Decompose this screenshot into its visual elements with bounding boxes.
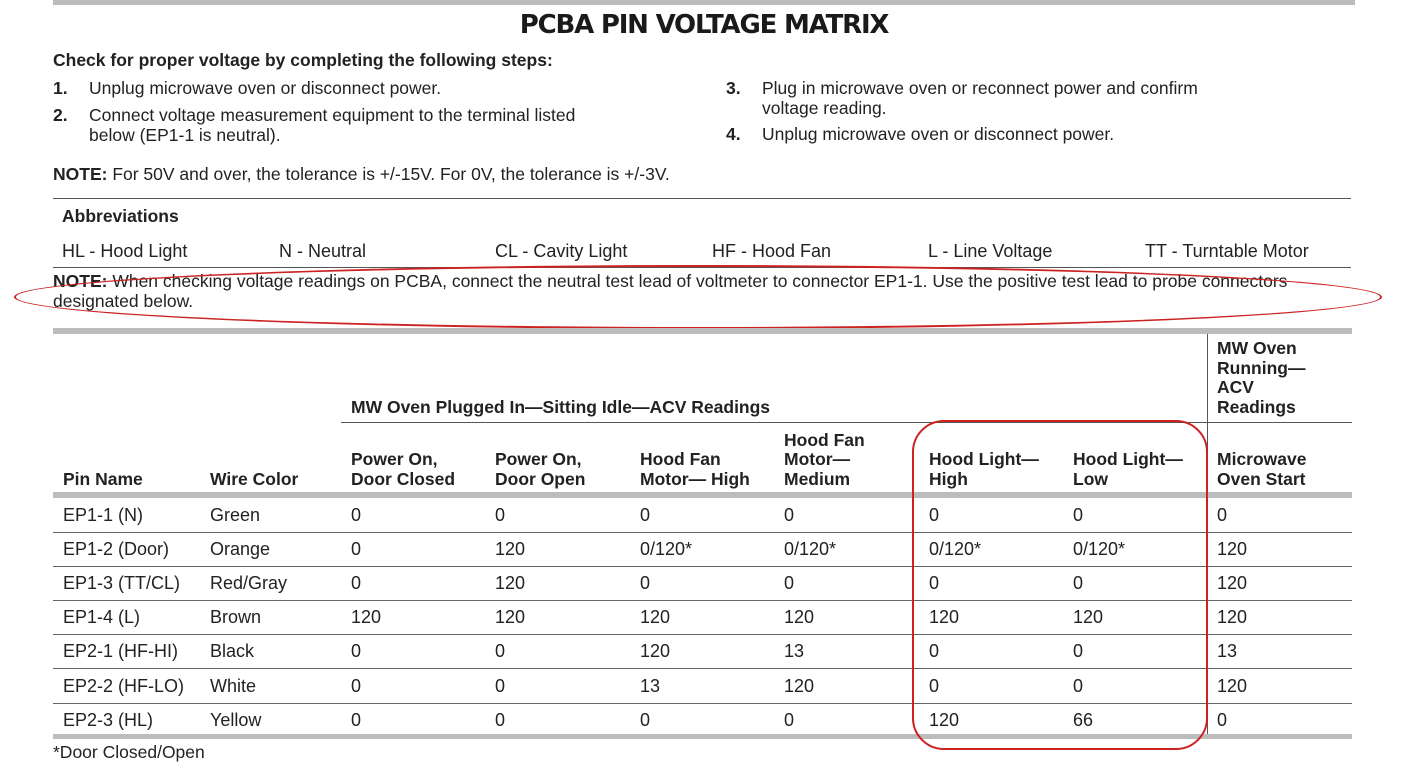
step-number: 1. (53, 78, 68, 98)
footnote: *Door Closed/Open (53, 742, 205, 762)
voltage-cell: 120 (784, 607, 815, 627)
voltage-cell: 120 (351, 607, 382, 627)
note-label: NOTE: (53, 164, 108, 184)
column-header-line: Door Open (495, 468, 586, 489)
abbreviation-item: CL - Cavity Light (495, 241, 628, 261)
wire-color-cell: Orange (210, 539, 271, 559)
voltage-cell: 0 (929, 505, 940, 525)
column-header-line: High (929, 468, 968, 489)
column-header-line: Hood Light— (1073, 449, 1183, 469)
wire-color-cell: Black (210, 641, 255, 661)
step-text: Connect voltage measurement equipment to the terminal listed (89, 105, 576, 125)
running-header (1217, 339, 1347, 417)
voltage-cell: 0 (495, 676, 506, 696)
step-2 (53, 105, 703, 147)
voltage-cell: 0 (351, 710, 362, 730)
running-header-line: MW Oven (1217, 338, 1297, 358)
note-label: NOTE: (53, 271, 108, 291)
voltage-cell: 0 (640, 573, 651, 593)
column-header-line: Hood Fan (640, 449, 721, 469)
voltage-cell: 0/120* (929, 539, 982, 559)
voltage-cell: 120 (1217, 573, 1248, 593)
group-header: MW Oven Plugged In—Sitting Idle—ACV Readings (351, 397, 771, 417)
intro-text: Check for proper voltage by completing the following steps: (53, 50, 553, 70)
step-text: Unplug microwave oven or disconnect power. (762, 124, 1115, 144)
abbreviation-item: HL - Hood Light (62, 241, 188, 261)
column-header-line: Low (1073, 468, 1108, 489)
voltage-cell: 0 (351, 573, 362, 593)
wire-color-cell: White (210, 676, 257, 696)
voltage-cell: 13 (1217, 641, 1238, 661)
wire-color-cell: Yellow (210, 710, 262, 730)
voltage-cell: 0/120* (640, 539, 693, 559)
step-number: 2. (53, 105, 68, 125)
top-rule (53, 0, 1355, 5)
voltage-cell: 66 (1073, 710, 1094, 730)
column-header-line: Door Closed (351, 468, 456, 489)
voltage-cell: 0 (495, 641, 506, 661)
pin-name-cell: EP1-3 (TT/CL) (63, 573, 181, 593)
abbreviation-item: TT - Turntable Motor (1145, 241, 1309, 261)
voltage-cell: 120 (1073, 607, 1104, 627)
running-header-line: Running— (1217, 357, 1306, 378)
voltage-cell: 0 (495, 710, 506, 730)
voltage-cell: 120 (929, 607, 960, 627)
abbreviations-top-rule (53, 198, 1351, 199)
column-header-line: Power On, (351, 449, 438, 469)
wire-color-cell: Green (210, 505, 261, 525)
column-header-line: Hood Light— (929, 449, 1039, 469)
column-header (495, 450, 585, 489)
voltage-cell: 120 (1217, 676, 1248, 696)
voltage-cell: 120 (495, 539, 526, 559)
voltage-cell: 0/120* (1073, 539, 1126, 559)
column-header-line: Motor— High (640, 468, 750, 489)
pin-name-cell: EP2-3 (HL) (63, 710, 154, 730)
note-highlight-ellipse (14, 265, 1382, 329)
group-header-rule (341, 422, 1352, 423)
voltage-cell: 0 (1073, 641, 1084, 661)
voltage-cell: 120 (640, 607, 671, 627)
voltage-cell: 13 (784, 641, 805, 661)
column-header (1217, 450, 1306, 489)
column-header-line: Oven Start (1217, 468, 1306, 489)
abbreviation-item: L - Line Voltage (928, 241, 1053, 261)
voltage-cell: 0 (784, 505, 795, 525)
voltage-cell: 0 (1217, 710, 1228, 730)
voltage-cell: 0 (929, 573, 940, 593)
voltage-cell: 0 (1073, 573, 1084, 593)
voltage-cell: 0 (784, 573, 795, 593)
voltage-cell: 120 (495, 573, 526, 593)
voltage-cell: 120 (495, 607, 526, 627)
running-header-line: Readings (1217, 396, 1296, 417)
column-header (351, 450, 455, 489)
pin-name-cell: EP2-2 (HF-LO) (63, 676, 185, 696)
pin-name-cell: EP2-1 (HF-HI) (63, 641, 179, 661)
column-header-line: Hood Fan (784, 429, 865, 450)
voltage-cell: 0 (1217, 505, 1228, 525)
voltage-cell: 0/120* (784, 539, 837, 559)
column-header-line: Pin Name (63, 468, 143, 489)
voltage-cell: 0 (640, 505, 651, 525)
hood-light-highlight-ellipse (912, 420, 1208, 750)
voltage-cell: 0 (784, 710, 795, 730)
voltage-cell: 120 (929, 710, 960, 730)
abbreviations-title: Abbreviations (62, 206, 179, 226)
table-top-rule (53, 328, 1352, 334)
voltage-cell: 0 (351, 676, 362, 696)
voltage-cell: 13 (640, 676, 661, 696)
voltage-cell: 0 (351, 641, 362, 661)
voltage-cell: 0 (351, 539, 362, 559)
column-header-line: Power On, (495, 449, 582, 469)
voltage-cell: 0 (495, 505, 506, 525)
voltage-cell: 0 (929, 641, 940, 661)
column-header (784, 431, 865, 490)
wire-color-cell: Red/Gray (210, 573, 288, 593)
column-header (63, 470, 143, 490)
note-text: For 50V and over, the tolerance is +/-15V. For 0V, the tolerance is +/-3V. (107, 164, 670, 184)
step-text-continued: voltage reading. (762, 98, 887, 118)
voltage-cell: 120 (784, 676, 815, 696)
step-1 (53, 78, 703, 100)
column-header-line: Motor— (784, 449, 851, 469)
column-header (640, 450, 750, 489)
step-text: Plug in microwave oven or reconnect power and confirm (762, 78, 1198, 98)
pin-name-cell: EP1-2 (Door) (63, 539, 170, 559)
page-title: PCBA PIN VOLTAGE MATRIX (519, 10, 889, 40)
step-3 (726, 78, 1346, 120)
column-header (210, 470, 298, 490)
voltage-cell: 0 (1073, 676, 1084, 696)
voltage-cell: 120 (1217, 607, 1248, 627)
column-header-line: Wire Color (210, 468, 299, 489)
step-number: 3. (726, 78, 741, 98)
note-text: When checking voltage readings on PCBA, connect the neutral test lead of voltmeter to connector EP1-1. Use the positive test lead to probe connectors designated below. (53, 271, 1288, 311)
wire-color-cell: Brown (210, 607, 262, 627)
column-header-line: Microwave (1217, 449, 1307, 469)
voltage-cell: 120 (1217, 539, 1248, 559)
step-4 (726, 124, 1346, 146)
voltage-cell: 0 (351, 505, 362, 525)
running-header-line: ACV (1217, 377, 1254, 397)
voltage-cell: 0 (640, 710, 651, 730)
abbreviation-item: N - Neutral (279, 241, 367, 261)
abbreviation-item: HF - Hood Fan (712, 241, 832, 261)
voltage-cell: 120 (640, 641, 671, 661)
pin-name-cell: EP1-4 (L) (63, 607, 141, 627)
voltage-cell: 0 (1073, 505, 1084, 525)
step-text: Unplug microwave oven or disconnect power. (89, 78, 442, 98)
voltage-cell: 0 (929, 676, 940, 696)
column-header-line: Medium (784, 468, 851, 489)
step-number: 4. (726, 124, 741, 144)
tolerance-note (53, 164, 670, 185)
pin-name-cell: EP1-1 (N) (63, 505, 144, 525)
step-text-continued: below (EP1-1 is neutral). (89, 125, 281, 145)
